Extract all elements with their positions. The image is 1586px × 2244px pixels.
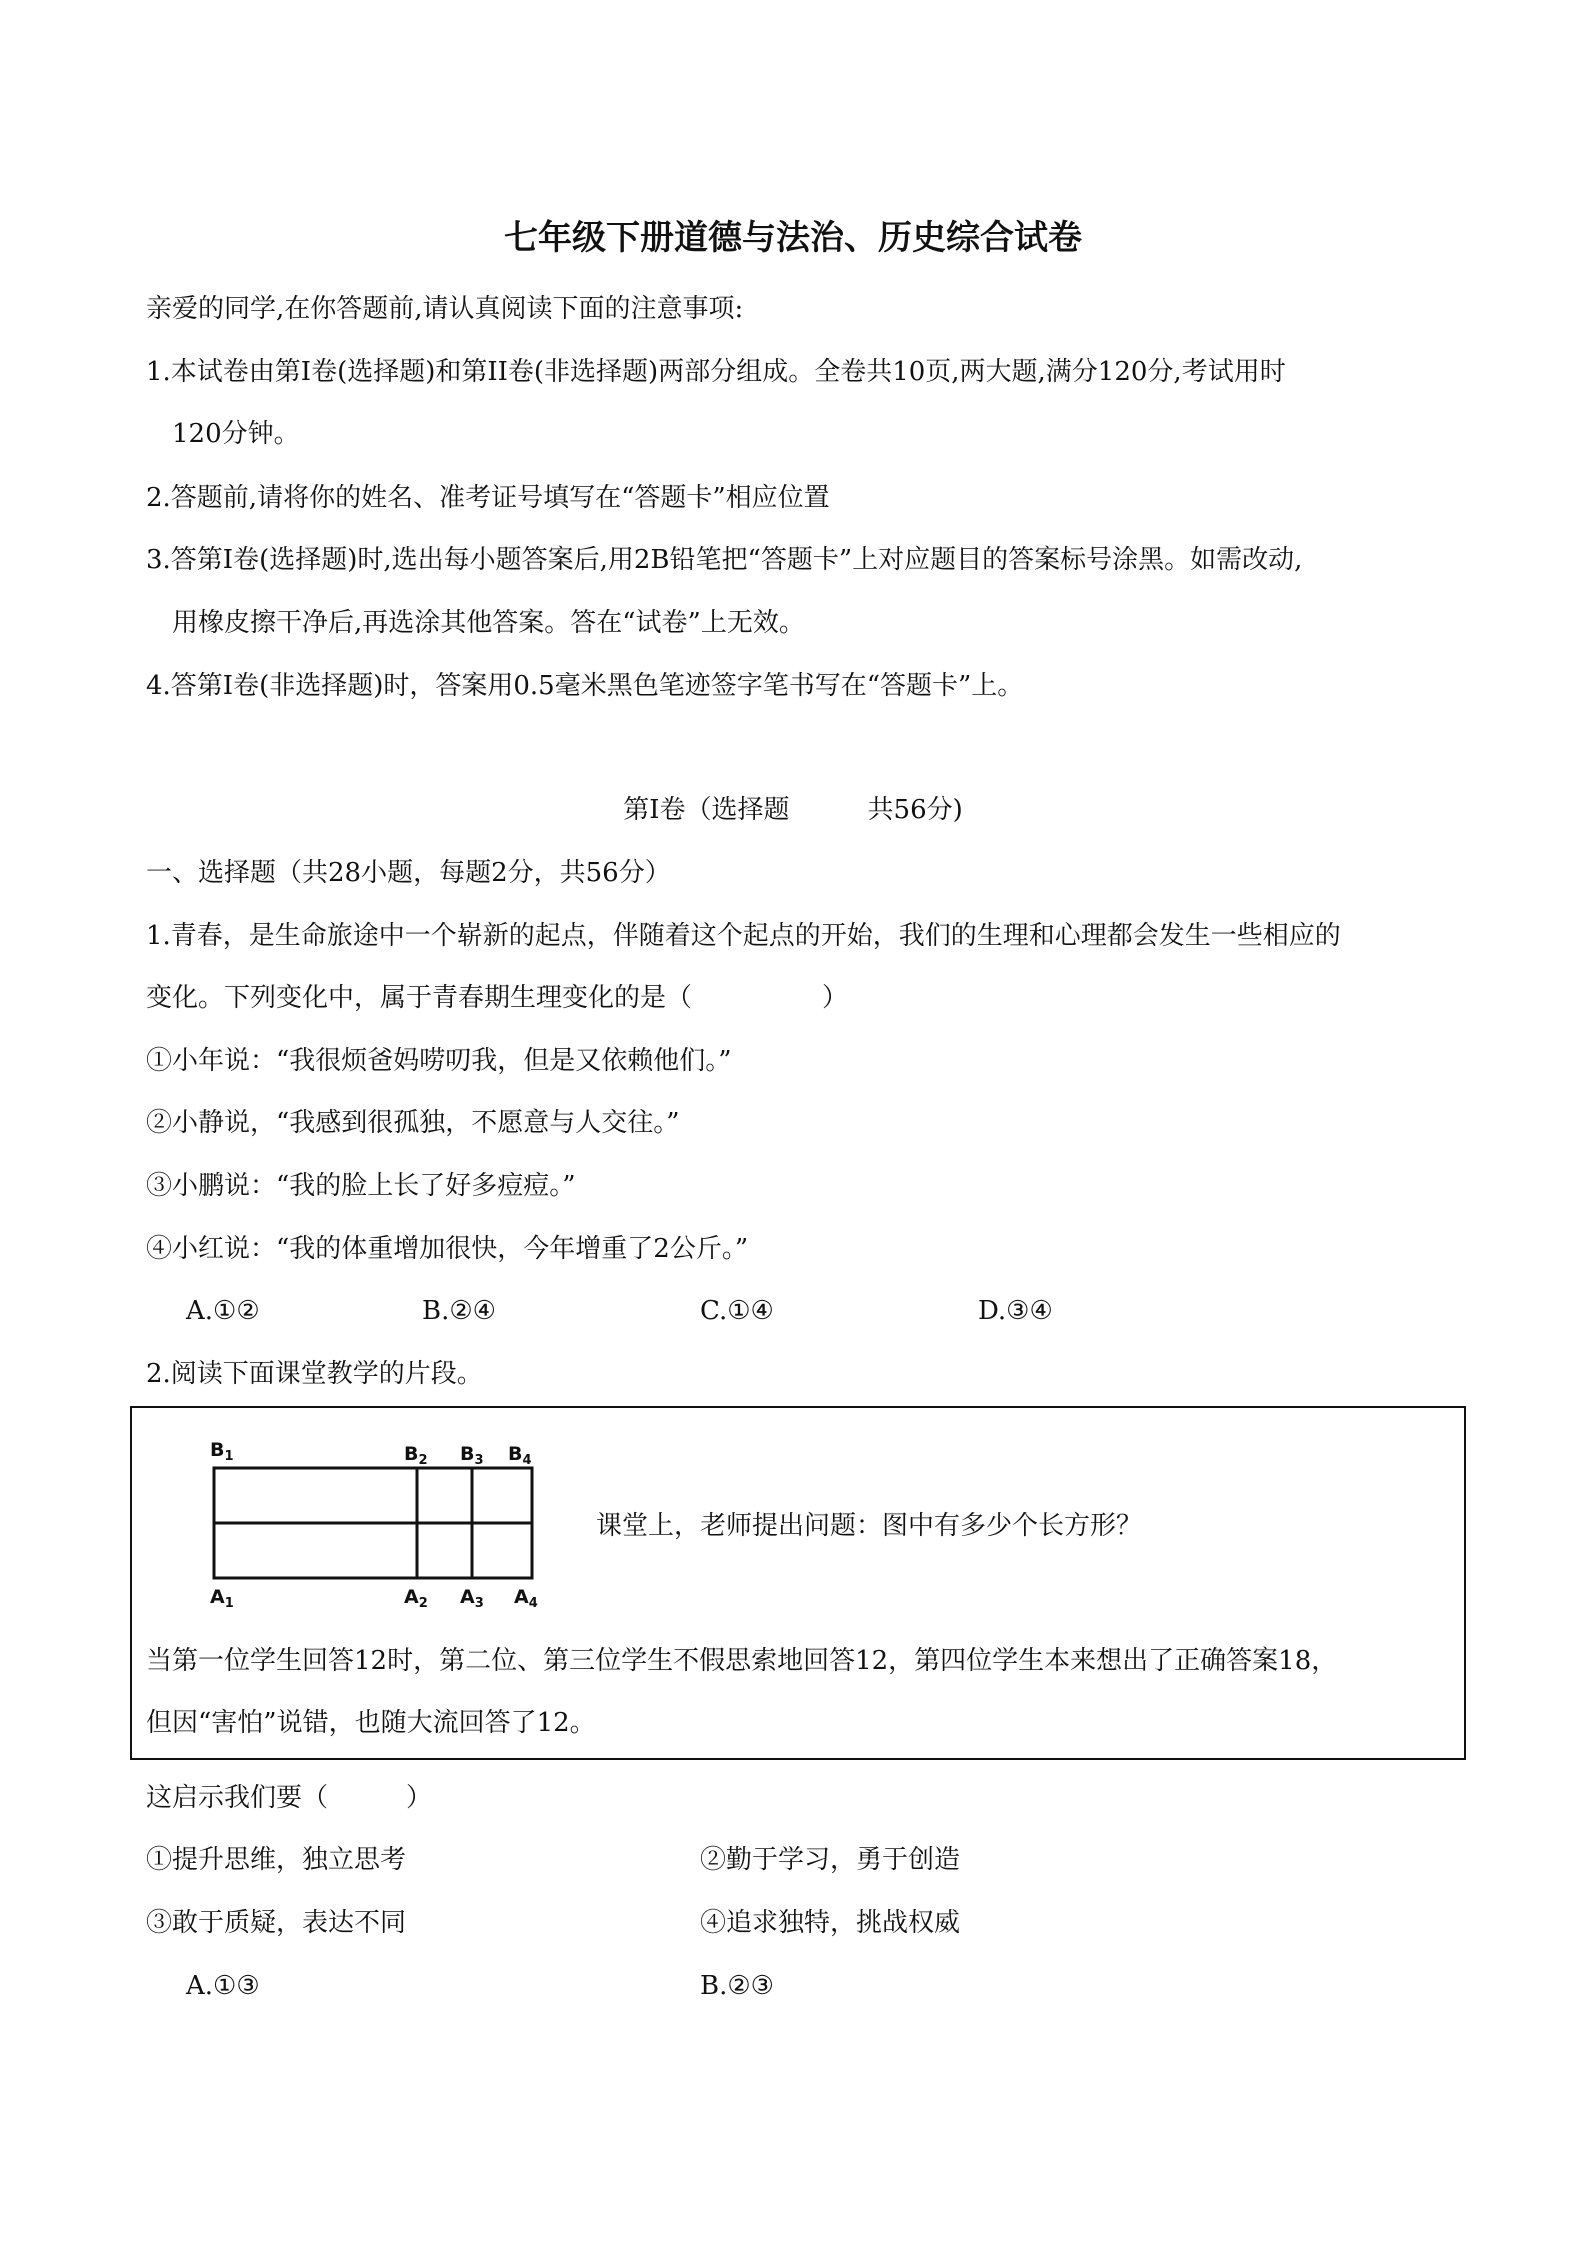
q1-stem-line-1: 1.青春，是生命旅途中一个崭新的起点，伴随着这个起点的开始，我们的生理和心理都会发生一些相应的 bbox=[146, 921, 1341, 951]
q1-option-b: B.②④ bbox=[422, 1296, 496, 1326]
intro-text: 亲爱的同学,在你答题前,请认真阅读下面的注意事项: bbox=[146, 294, 744, 324]
q2-teacher-question: 课堂上，老师提出问题：图中有多少个长方形？ bbox=[596, 1511, 1143, 1541]
section-header: 第Ⅰ卷（选择题 共56分) bbox=[623, 795, 963, 825]
note-1-line-1: 1.本试卷由第Ⅰ卷(选择题)和第II卷(非选择题)两部分组成。全卷共10页,两大题,满分120分,考试用时 bbox=[146, 357, 1286, 387]
q2-statement-1: ①提升思维，独立思考 bbox=[146, 1845, 407, 1875]
note-4: 4.答第Ⅰ卷(非选择题)时，答案用0.5毫米黑色笔迹签字笔书写在“答题卡”上。 bbox=[146, 671, 1024, 701]
label-a4: $A_4$ bbox=[514, 1586, 538, 1611]
q2-story-line-1: 当第一位学生回答12时，第二位、第三位学生不假思索地回答12，第四位学生本来想出了正确答案18， bbox=[146, 1646, 1338, 1676]
label-b3: $B_3$ bbox=[460, 1443, 484, 1468]
rectangle-diagram-svg bbox=[208, 1432, 568, 1618]
q1-statement-2: ②小静说，“我感到很孤独，不愿意与人交往。” bbox=[146, 1108, 680, 1138]
label-a2: $A_2$ bbox=[404, 1586, 428, 1611]
q2-stem: 2.阅读下面课堂教学的片段。 bbox=[146, 1359, 483, 1389]
page-title: 七年级下册道德与法治、历史综合试卷 bbox=[504, 218, 1082, 258]
label-b2: $B_2$ bbox=[404, 1443, 428, 1468]
q2-option-b: B.②③ bbox=[700, 1971, 774, 2001]
q2-prompt: 这启示我们要（ ） bbox=[146, 1783, 433, 1813]
part-header: 一、选择题（共28小题，每题2分，共56分） bbox=[146, 858, 671, 888]
q1-statement-4: ④小红说：“我的体重增加很快，今年增重了2公斤。” bbox=[146, 1234, 749, 1264]
q2-statement-2: ②勤于学习，勇于创造 bbox=[700, 1845, 961, 1875]
label-a3: $A_3$ bbox=[460, 1586, 484, 1611]
q1-option-d: D.③④ bbox=[978, 1296, 1053, 1326]
q2-statement-4: ④追求独特，挑战权威 bbox=[700, 1908, 961, 1938]
label-b4: $B_4$ bbox=[508, 1443, 532, 1468]
q1-statement-1: ①小年说：“我很烦爸妈唠叨我，但是又依赖他们。” bbox=[146, 1046, 732, 1076]
note-3-line-2: 用橡皮擦干净后,再选涂其他答案。答在“试卷”上无效。 bbox=[172, 608, 805, 638]
note-3-line-1: 3.答第Ⅰ卷(选择题)时,选出每小题答案后,用2B铅笔把“答题卡”上对应题目的答案标号涂黑。如需改动, bbox=[146, 545, 1303, 575]
q2-option-a: A.①③ bbox=[186, 1971, 260, 2001]
q1-stem-line-2: 变化。下列变化中，属于青春期生理变化的是（ ） bbox=[146, 983, 849, 1013]
q2-story-line-2: 但因“害怕”说错，也随大流回答了12。 bbox=[146, 1708, 596, 1738]
rectangle-diagram bbox=[208, 1432, 568, 1622]
note-1-line-2: 120分钟。 bbox=[172, 419, 300, 449]
q2-statement-3: ③敢于质疑，表达不同 bbox=[146, 1908, 407, 1938]
label-b1: $B_1$ bbox=[210, 1439, 234, 1464]
q1-option-a: A.①② bbox=[186, 1296, 260, 1326]
note-2: 2.答题前,请将你的姓名、准考证号填写在“答题卡”相应位置 bbox=[146, 483, 830, 513]
label-a1: $A_1$ bbox=[210, 1586, 234, 1611]
q1-option-c: C.①④ bbox=[700, 1296, 774, 1326]
q1-statement-3: ③小鹏说：“我的脸上长了好多痘痘。” bbox=[146, 1171, 576, 1201]
